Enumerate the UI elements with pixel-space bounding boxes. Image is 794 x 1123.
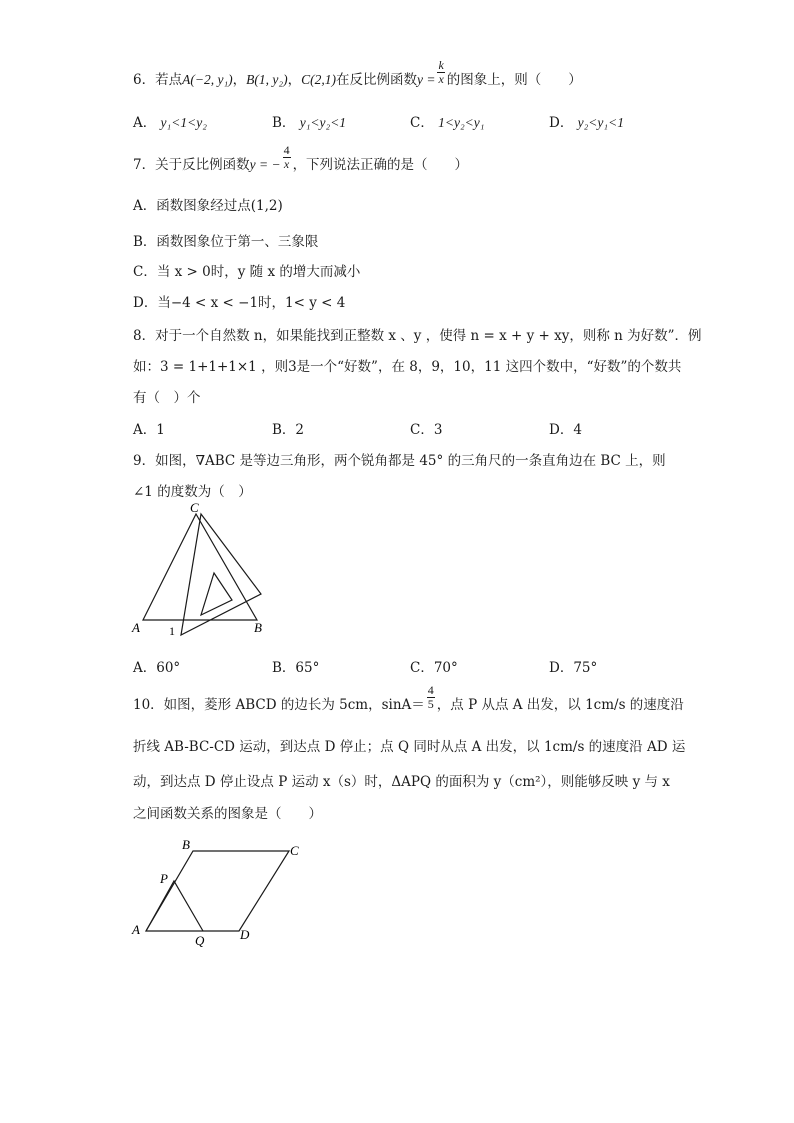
q9-option-c — [410, 662, 458, 676]
q6-option-c-text: 1<y₂<y₁ — [438, 115, 485, 130]
q9-option-d-letter: D． — [549, 660, 574, 676]
q7-option-a-text: 函数图象经过点(1,2) — [156, 198, 283, 214]
q7-option-a — [133, 200, 283, 214]
q8-line3: 有（ ）个 — [133, 390, 201, 406]
q10-line3: 动，到达点 D 停止设点 P 运动 x（s）时，ΔAPQ 的面积为 y（cm²），则能够反映 y 与 x — [133, 774, 670, 790]
q7-option-c-letter: C． — [133, 264, 157, 280]
q6-frac-den: x — [438, 72, 444, 86]
q8-option-d-text: 4 — [573, 422, 582, 438]
q9-option-d-text: 75° — [573, 660, 598, 676]
q8-option-a-text: 1 — [156, 422, 165, 438]
q9-equilateral-triangle — [143, 514, 257, 620]
q8-option-b-text: 2 — [295, 422, 305, 438]
q7-option-d-letter: D． — [133, 295, 158, 311]
q6-func-lhs: y = — [416, 72, 436, 87]
q10-label-b: B — [182, 837, 190, 852]
q9-option-c-letter: C． — [410, 660, 434, 676]
q6-frac-num: k — [438, 58, 444, 72]
q10-line1-pre: 10．如图，菱形 ABCD 的边长为 5cm，sinA＝ — [133, 697, 425, 713]
q7-frac-den: x — [283, 157, 290, 171]
q8-option-a — [133, 424, 165, 438]
q8-option-a-letter: A． — [133, 422, 157, 438]
q6-option-d — [549, 116, 624, 131]
q7-option-b-letter: B． — [133, 234, 157, 250]
q7-frac-num: 4 — [283, 143, 290, 157]
q10-triangle-apq — [146, 881, 203, 931]
q10-fraction — [427, 684, 435, 711]
q6-pre: 若点 — [155, 72, 183, 88]
q9-option-a — [133, 662, 180, 676]
q7-post: ，下列说法正确的是（ ） — [292, 157, 469, 173]
q6-point-c: C(2,1) — [301, 72, 336, 87]
q9-option-b — [272, 662, 319, 676]
q6-fraction — [437, 59, 444, 86]
q10-rhombus — [146, 851, 289, 931]
q10-label-p: P — [160, 871, 168, 886]
q6-mid: 在反比例函数 — [335, 72, 417, 88]
q6-option-c-letter: C． — [410, 115, 434, 131]
q7-option-c-text: 当 x > 0时，y 随 x 的增大而减小 — [156, 264, 361, 280]
q9-label-b: B — [254, 620, 262, 635]
q6-point-a: A(−2, y₁) — [182, 72, 233, 87]
q8-option-d-letter: D． — [549, 422, 574, 438]
q9-label-c: C — [190, 500, 199, 515]
q10-label-a: A — [132, 922, 140, 937]
q6-post: 的图象上，则（ ） — [446, 72, 582, 88]
q6-option-d-letter: D． — [549, 115, 574, 131]
q9-set-square-inner — [201, 573, 232, 615]
q9-option-b-text: 65° — [295, 660, 320, 676]
q7-number: 7． — [133, 157, 156, 173]
q9-label-angle-1: 1 — [169, 624, 175, 638]
q8-option-b-letter: B． — [272, 422, 296, 438]
q7-option-a-letter: A． — [133, 198, 157, 214]
q6-option-c — [410, 116, 484, 131]
q6-option-b-letter: B． — [272, 115, 296, 131]
q10-line2: 折线 AB-BC-CD 运动，到达点 D 停止；点 Q 同时从点 A 出发，以 1cm/s 的速度沿 AD 运 — [133, 739, 686, 755]
q6-sep1: ， — [232, 72, 247, 88]
q7-func-lhs: y = − — [249, 157, 281, 172]
q8-line1: 8．对于一个自然数 n，如果能找到正整数 x 、y ，使得 n = x + y + xy，则称 n 为好数”．例 — [133, 328, 702, 344]
q10-label-d: D — [240, 927, 250, 942]
q7-fraction — [283, 144, 291, 171]
q10-line1-post: ，点 P 从点 A 出发，以 1cm/s 的速度沿 — [436, 697, 684, 713]
q10-line1 — [133, 683, 684, 713]
q10-frac-num: 4 — [427, 683, 434, 697]
q7-stem — [133, 143, 469, 173]
q7-option-d — [133, 297, 345, 311]
q8-option-d — [549, 424, 582, 438]
q9-option-a-text: 60° — [156, 660, 181, 676]
q8-line2: 如：3 = 1+1+1×1 ，则3是一个“好数”，在 8，9，10，11 这四个数中，“好数”的个数共 — [133, 359, 682, 375]
q9-line2: ∠1 的度数为（ ） — [133, 484, 252, 500]
q6-option-a-letter: A． — [133, 115, 157, 131]
q9-option-d — [549, 662, 597, 676]
q6-option-a — [133, 116, 207, 131]
q6-option-b — [272, 116, 346, 131]
q8-option-b — [272, 424, 304, 438]
q8-option-c — [410, 424, 442, 438]
q9-option-b-letter: B． — [272, 660, 296, 676]
q6-stem — [133, 58, 582, 88]
q9-label-a: A — [132, 620, 140, 635]
q9-set-square-outer — [181, 514, 261, 635]
q10-label-c: C — [290, 843, 299, 858]
q7-option-b — [133, 236, 318, 250]
q10-label-q: Q — [195, 933, 205, 948]
q10-figure — [128, 835, 308, 950]
q9-figure — [128, 500, 278, 645]
q6-option-b-text: y₁<y₂<1 — [299, 115, 347, 130]
q6-option-a-text: y₁<1<y₂ — [160, 115, 207, 130]
q7-option-d-text: 当−4 < x < −1时，1< y < 4 — [157, 295, 346, 311]
q7-option-c — [133, 266, 360, 280]
q8-option-c-text: 3 — [433, 422, 443, 438]
q7-option-b-text: 函数图象位于第一、三象限 — [156, 234, 319, 250]
q6-sep2: ， — [287, 72, 302, 88]
q10-line4: 之间函数关系的图象是（ ） — [133, 806, 322, 822]
q6-option-d-text: y₂<y₁<1 — [577, 115, 624, 130]
q9-line1: 9．如图，∇ABC 是等边三角形，两个锐角都是 45° 的三角尺的一条直角边在 BC 上，则 — [133, 453, 666, 469]
q6-number: 6． — [133, 72, 156, 88]
q6-point-b: B(1, y₂) — [246, 72, 288, 87]
q9-option-c-text: 70° — [433, 660, 458, 676]
q7-pre: 关于反比例函数 — [155, 157, 250, 173]
q8-option-c-letter: C． — [410, 422, 434, 438]
q9-option-a-letter: A． — [133, 660, 157, 676]
q10-frac-den: 5 — [427, 697, 434, 711]
